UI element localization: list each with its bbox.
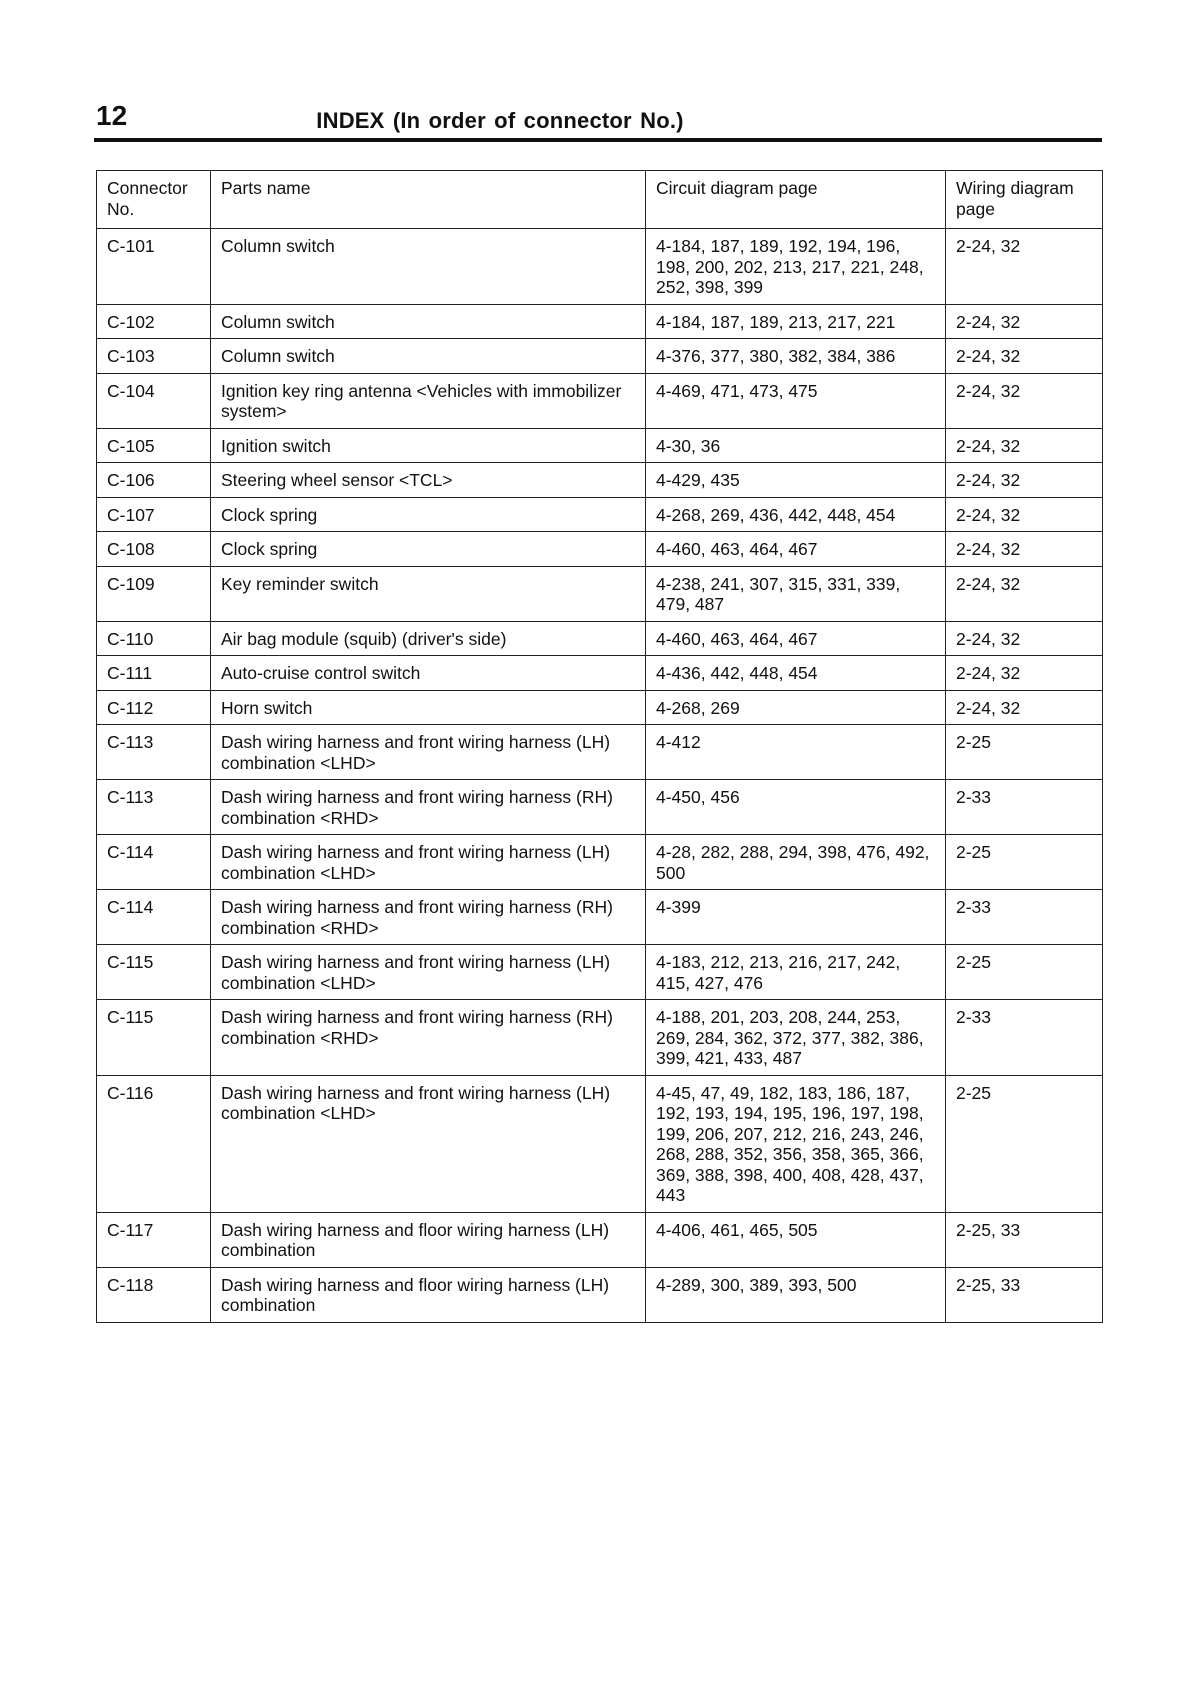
connector-cell: C-114: [97, 835, 211, 890]
connector-cell: C-115: [97, 1000, 211, 1076]
parts-name-cell: Auto-cruise control switch: [211, 656, 646, 691]
table-row: [97, 621, 1103, 656]
wiring-page-cell: 2-25: [946, 945, 1103, 1000]
circuit-page-cell: 4-429, 435: [646, 463, 946, 498]
circuit-page-cell: 4-183, 212, 213, 216, 217, 242, 415, 427, 476: [646, 945, 946, 1000]
column-header-parts-name: Parts name: [211, 171, 646, 229]
connector-cell: C-113: [97, 725, 211, 780]
parts-name-cell: Dash wiring harness and front wiring harness (LH) combination <LHD>: [211, 725, 646, 780]
circuit-page-cell: 4-450, 456: [646, 780, 946, 835]
wiring-page-cell: 2-25, 33: [946, 1267, 1103, 1322]
parts-name-cell: Column switch: [211, 229, 646, 305]
title-rule: [94, 138, 1102, 142]
parts-name-cell: Ignition switch: [211, 428, 646, 463]
parts-name-cell: Key reminder switch: [211, 566, 646, 621]
circuit-page-cell: 4-45, 47, 49, 182, 183, 186, 187, 192, 193, 194, 195, 196, 197, 198, 199, 206, 207, 212, 216, 243, 246, 268, 288, 352, 356, 358, 365, 366, 369, 388, 398, 400, 408, 428, 437, 443: [646, 1075, 946, 1212]
circuit-page-cell: 4-188, 201, 203, 208, 244, 253, 269, 284, 362, 372, 377, 382, 386, 399, 421, 433, 487: [646, 1000, 946, 1076]
connector-cell: C-110: [97, 621, 211, 656]
table-row: [97, 463, 1103, 498]
parts-name-cell: Dash wiring harness and floor wiring harness (LH) combination: [211, 1212, 646, 1267]
wiring-page-cell: 2-24, 32: [946, 339, 1103, 374]
wiring-page-cell: 2-24, 32: [946, 428, 1103, 463]
wiring-page-cell: 2-24, 32: [946, 690, 1103, 725]
circuit-page-cell: 4-289, 300, 389, 393, 500: [646, 1267, 946, 1322]
circuit-page-cell: 4-184, 187, 189, 192, 194, 196, 198, 200, 202, 213, 217, 221, 248, 252, 398, 399: [646, 229, 946, 305]
column-header-circuit-page: Circuit diagram page: [646, 171, 946, 229]
wiring-page-cell: 2-33: [946, 1000, 1103, 1076]
table-row: [97, 497, 1103, 532]
parts-name-cell: Column switch: [211, 304, 646, 339]
connector-cell: C-101: [97, 229, 211, 305]
parts-name-cell: Dash wiring harness and front wiring harness (LH) combination <LHD>: [211, 945, 646, 1000]
wiring-page-cell: 2-25: [946, 725, 1103, 780]
connector-cell: C-117: [97, 1212, 211, 1267]
parts-name-cell: Clock spring: [211, 532, 646, 567]
connector-cell: C-107: [97, 497, 211, 532]
circuit-page-cell: 4-268, 269: [646, 690, 946, 725]
table-row: [97, 532, 1103, 567]
circuit-page-cell: 4-460, 463, 464, 467: [646, 621, 946, 656]
circuit-page-cell: 4-460, 463, 464, 467: [646, 532, 946, 567]
parts-name-cell: Dash wiring harness and front wiring harness (RH) combination <RHD>: [211, 780, 646, 835]
connector-cell: C-108: [97, 532, 211, 567]
connector-cell: C-114: [97, 890, 211, 945]
connector-cell: C-116: [97, 1075, 211, 1212]
wiring-page-cell: 2-33: [946, 890, 1103, 945]
connector-cell: C-103: [97, 339, 211, 374]
wiring-page-cell: 2-25: [946, 1075, 1103, 1212]
wiring-page-cell: 2-24, 32: [946, 656, 1103, 691]
connector-cell: C-112: [97, 690, 211, 725]
parts-name-cell: Steering wheel sensor <TCL>: [211, 463, 646, 498]
wiring-page-cell: 2-24, 32: [946, 463, 1103, 498]
parts-name-cell: Dash wiring harness and front wiring harness (RH) combination <RHD>: [211, 890, 646, 945]
parts-name-cell: Clock spring: [211, 497, 646, 532]
parts-name-cell: Dash wiring harness and front wiring harness (LH) combination <LHD>: [211, 835, 646, 890]
table-row: [97, 304, 1103, 339]
wiring-page-cell: 2-24, 32: [946, 621, 1103, 656]
connector-cell: C-113: [97, 780, 211, 835]
connector-cell: C-105: [97, 428, 211, 463]
parts-name-cell: Dash wiring harness and front wiring harness (RH) combination <RHD>: [211, 1000, 646, 1076]
circuit-page-cell: 4-469, 471, 473, 475: [646, 373, 946, 428]
circuit-page-cell: 4-28, 282, 288, 294, 398, 476, 492, 500: [646, 835, 946, 890]
wiring-page-cell: 2-25: [946, 835, 1103, 890]
table-row: [97, 945, 1103, 1000]
connector-index-table: [96, 170, 1103, 1323]
wiring-page-cell: 2-24, 32: [946, 229, 1103, 305]
wiring-page-cell: 2-33: [946, 780, 1103, 835]
table-row: [97, 656, 1103, 691]
circuit-page-cell: 4-184, 187, 189, 213, 217, 221: [646, 304, 946, 339]
parts-name-cell: Dash wiring harness and floor wiring harness (LH) combination: [211, 1267, 646, 1322]
connector-cell: C-109: [97, 566, 211, 621]
wiring-page-cell: 2-25, 33: [946, 1212, 1103, 1267]
connector-cell: C-104: [97, 373, 211, 428]
parts-name-cell: Horn switch: [211, 690, 646, 725]
table-row: [97, 835, 1103, 890]
table-row: [97, 690, 1103, 725]
wiring-page-cell: 2-24, 32: [946, 532, 1103, 567]
table-row: [97, 229, 1103, 305]
circuit-page-cell: 4-30, 36: [646, 428, 946, 463]
table-row: [97, 1075, 1103, 1212]
wiring-page-cell: 2-24, 32: [946, 304, 1103, 339]
column-header-connector: Connector No.: [97, 171, 211, 229]
connector-cell: C-118: [97, 1267, 211, 1322]
connector-cell: C-106: [97, 463, 211, 498]
table-body: [97, 229, 1103, 1323]
parts-name-cell: Air bag module (squib) (driver's side): [211, 621, 646, 656]
parts-name-cell: Column switch: [211, 339, 646, 374]
connector-cell: C-115: [97, 945, 211, 1000]
circuit-page-cell: 4-376, 377, 380, 382, 384, 386: [646, 339, 946, 374]
table-row: [97, 339, 1103, 374]
circuit-page-cell: 4-412: [646, 725, 946, 780]
circuit-page-cell: 4-436, 442, 448, 454: [646, 656, 946, 691]
table-row: [97, 1267, 1103, 1322]
circuit-page-cell: 4-406, 461, 465, 505: [646, 1212, 946, 1267]
parts-name-cell: Dash wiring harness and front wiring harness (LH) combination <LHD>: [211, 1075, 646, 1212]
circuit-page-cell: 4-268, 269, 436, 442, 448, 454: [646, 497, 946, 532]
circuit-page-cell: 4-238, 241, 307, 315, 331, 339, 479, 487: [646, 566, 946, 621]
connector-cell: C-102: [97, 304, 211, 339]
parts-name-cell: Ignition key ring antenna <Vehicles with immobilizer system>: [211, 373, 646, 428]
wiring-page-cell: 2-24, 32: [946, 566, 1103, 621]
table-row: [97, 725, 1103, 780]
table-row: [97, 428, 1103, 463]
wiring-page-cell: 2-24, 32: [946, 497, 1103, 532]
table-row: [97, 890, 1103, 945]
table-row: [97, 1212, 1103, 1267]
table-row: [97, 780, 1103, 835]
connector-cell: C-111: [97, 656, 211, 691]
page-title: INDEX (In order of connector No.): [316, 108, 684, 133]
page-number: 12: [96, 100, 128, 131]
table-row: [97, 373, 1103, 428]
wiring-page-cell: 2-24, 32: [946, 373, 1103, 428]
table-row: [97, 566, 1103, 621]
table-row: [97, 1000, 1103, 1076]
column-header-wiring-page: Wiring diagram page: [946, 171, 1103, 229]
circuit-page-cell: 4-399: [646, 890, 946, 945]
table-header-row: [97, 171, 1103, 229]
